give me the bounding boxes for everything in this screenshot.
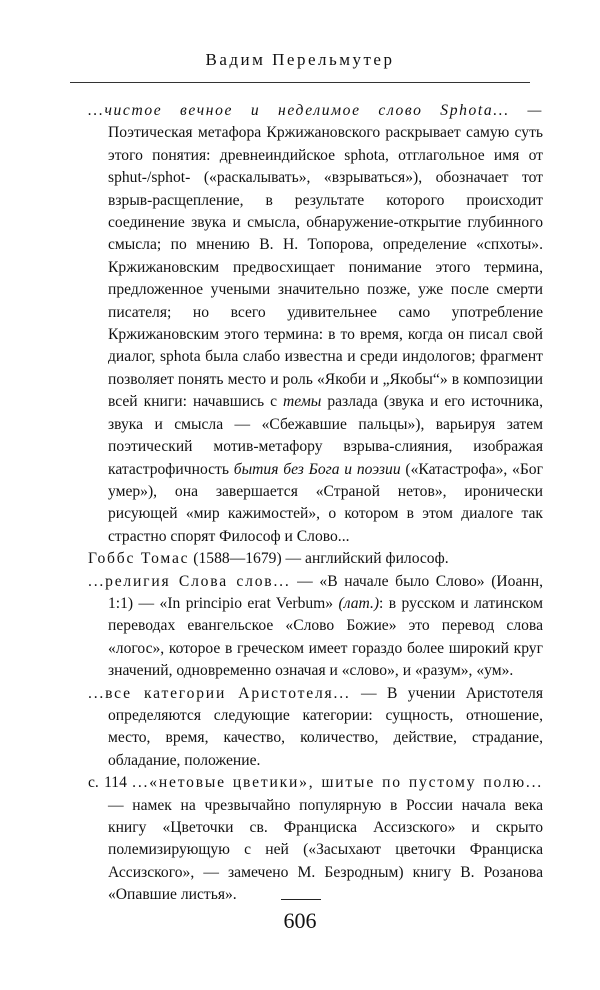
note-text: Поэтическая метафора Кржижановского раскрывает самую суть этого понятия: древнеиндийское sphota, отглагольное имя от sphut-/sphot- («раскалывать», «взрываться»), обозначает тот взрыв-расщепление, в результате которого происходит соединение звука и смысла, обнаружение-открытие глубинного смысла; по мнению В. Н. Топорова, определение «спхоты». Кржижановским предвосхищает понимание этого термина, предложенное учеными значительно позже, уже после смерти писателя; но всего удивительнее само употребление Кржижановским этого термина: в то время, когда он писал свой диалог, sphota была слабо известна и среди индологов; фрагмент позволяет понять место и роль «Якоби и „Якобы“» в композиции всей книги: начавшись с bbox=[108, 124, 543, 411]
note-italic-text: бытия без Бога и поэзии bbox=[233, 460, 401, 478]
note-text: («Катастрофа», «Бог умер»), она завершается «Страной нетов», иронически рисующей «мир кажимостей», о котором в этом диалоге так страстно спорят Философ и Слово... bbox=[108, 460, 543, 545]
note-text: (1588—1679) — английский философ. bbox=[189, 550, 449, 568]
folio-rule bbox=[281, 899, 321, 900]
note-entry-religion bbox=[88, 571, 543, 683]
note-text: : в русском и латинском переводах евангельское «Слово Божие» это перевод слова «логос», которое в греческом имеет гораздо более широкий круг значений, одновременно означая и «слово», и «разум», «ум». bbox=[108, 594, 543, 680]
note-lemma: ...чистое вечное и неделимое слово Sphota... — bbox=[88, 102, 543, 119]
note-entry-hobbes bbox=[88, 548, 543, 570]
note-entry-netovye bbox=[88, 772, 543, 906]
page-number: 606 bbox=[283, 908, 317, 933]
note-entry-sphota bbox=[88, 100, 543, 548]
page-reference: с. 114 bbox=[88, 774, 127, 792]
note-entry-aristotle bbox=[88, 683, 543, 773]
note-text: разлада (звука и его источника, звука и смысла — «Сбежавшие пальцы»), варьируя затем поэтический мотив-метафору взрыва-слияния, изображая катастрофичность bbox=[108, 393, 543, 478]
note-text: — «В начале было Слово» (Иоанн, 1:1) — «In principio erat Verbum» bbox=[108, 572, 543, 612]
note-lemma: ...религия Слова слов... bbox=[88, 572, 291, 590]
note-lemma: ...все категории Аристотеля... bbox=[88, 684, 351, 702]
note-text: — В учении Аристотеля определяются следующие категории: сущность, отношение, место, время, качество, количество, действие, страдание, обладание, положение. bbox=[108, 684, 543, 769]
note-italic-text: (лат.) bbox=[338, 594, 380, 612]
note-lemma: ...«нетовые цветики», шитые по пустому полю... bbox=[132, 774, 544, 792]
running-head: Вадим Перельмутер bbox=[0, 50, 600, 83]
notes-body bbox=[88, 100, 543, 907]
note-italic-text: темы bbox=[283, 393, 322, 411]
note-lemma: Гоббс Томас bbox=[88, 550, 190, 568]
note-text: — намек на чрезвычайно популярную в России начала века книгу «Цветочки св. Франциска Ассизского» и скрыто полемизирующую с ней («Засыхают цветочки Франциска Ассизского», — замечено М. Безродным) книгу В. Розанова «Опавшие листья». bbox=[108, 796, 543, 904]
